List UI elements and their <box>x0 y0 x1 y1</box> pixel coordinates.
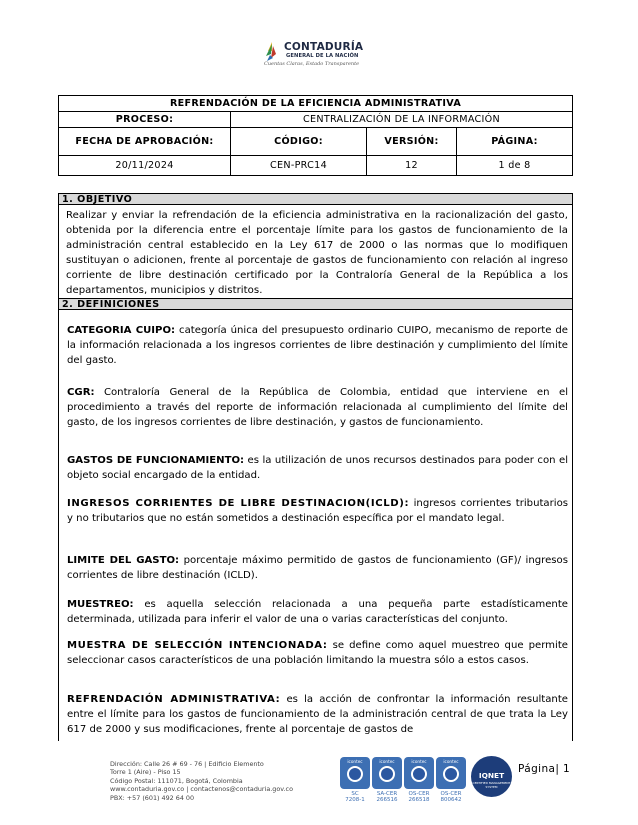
definition-text: porcentaje máximo permitido de gastos de funcionamiento (GF)/ ingresos corrientes de libre destinación (ICLD). <box>67 555 568 581</box>
icontec-cert-badge: icontec <box>436 757 466 789</box>
process-label: PROCESO: <box>59 112 231 128</box>
definition-item <box>67 692 568 737</box>
cert-code: OS-CER 800642 <box>440 791 462 803</box>
page-number: Página| 1 <box>518 763 571 775</box>
cgn-emblem-icon <box>262 40 284 62</box>
footer-contact <box>110 760 293 802</box>
definition-term: CGR: <box>67 387 95 398</box>
cert-seal-icon <box>443 766 459 782</box>
version-value: 12 <box>367 156 457 176</box>
cert-seal-icon <box>411 766 427 782</box>
cert-code: OS-CER 266518 <box>408 791 430 803</box>
code-value: CEN-PRC14 <box>231 156 367 176</box>
document-header-table <box>58 95 573 176</box>
iqnet-label: IQNET <box>478 771 505 780</box>
definition-item <box>67 638 568 668</box>
definition-item <box>67 385 568 430</box>
code-label: CÓDIGO: <box>231 128 367 156</box>
definition-term: REFRENDACIÓN ADMINISTRATIVA: <box>67 694 281 705</box>
iqnet-badge <box>471 756 512 797</box>
logo-tagline: Cuentas Claras, Estado Transparente <box>264 61 360 67</box>
definition-text: es la utilización de unos recursos destinados para poder con el objeto social encargado de la entidad. <box>67 455 568 481</box>
logo <box>262 40 372 70</box>
cert-seal-icon <box>379 766 395 782</box>
definition-item <box>67 553 568 583</box>
footer-address: Dirección: Calle 26 # 69 - 76 | Edificio Elemento <box>110 760 264 768</box>
icontec-cert-badge: icontec <box>372 757 402 789</box>
definition-text: ingresos corrientes tributarios y no tributarios que no están sometidos a destinación específica por el mandato legal. <box>67 498 568 524</box>
definition-term: MUESTREO: <box>67 599 134 610</box>
footer-phone: PBX: +57 (601) 492 64 00 <box>110 793 195 802</box>
page-value: 1 de 8 <box>457 156 573 176</box>
icontec-cert-badge: icontec <box>340 757 370 789</box>
definition-text: se define como aquel muestreo que permite seleccionar casos característicos de una población limitando la muestra sólo a estos casos. <box>67 640 568 666</box>
approval-date-label: FECHA DE APROBACIÓN: <box>59 128 231 156</box>
logo-name: CONTADURÍA <box>284 41 364 53</box>
definition-item <box>67 323 568 368</box>
definition-text: categoría única del presupuesto ordinario CUIPO, mecanismo de reporte de la información relacionada a los ingresos corrientes de libre destinación y cumplimiento del límite del gasto. <box>67 325 568 366</box>
footer-postal: Código Postal: 111071, Bogotá, Colombia <box>110 776 243 785</box>
definition-term: CATEGORIA CUIPO: <box>67 325 176 336</box>
definition-term: LIMITE DEL GASTO: <box>67 555 180 566</box>
cert-code: SA-CER 266516 <box>376 791 398 803</box>
definition-text: es la acción de confrontar la información resultante entre el límite para los gastos de funcionamiento de la administración central de que trata la Ley 617 de 2000 y sus modificaciones, frente al porcentaje de gastos de <box>67 694 568 735</box>
icontec-cert-badge: icontec <box>404 757 434 789</box>
process-value: CENTRALIZACIÓN DE LA INFORMACIÓN <box>231 112 573 128</box>
cert-code: SC 7208-1 <box>345 791 365 803</box>
footer-tower: Torre 1 (Aire) - Piso 15 <box>110 768 181 777</box>
objective-text: Realizar y enviar la refrendación de la eficiencia administrativa en la racionalización del gasto, obtenida por la diferencia entre el porcentaje límite para los gastos de funcionamiento de la administración central establecido en la Ley 617 de 2000 o las normas que lo modifiquen sustituyan o adicionen, frente al porcentaje de gastos de funcionamiento con relación al ingreso corriente de libre destinación certificado por la Contraloría General de la República a los departamentos, municipios y distritos. <box>66 210 568 296</box>
definition-item <box>67 597 568 627</box>
iqnet-sub: CERTIFIED MANAGEMENT SYSTEM <box>472 781 511 789</box>
objective-heading: 1. OBJETIVO <box>58 193 573 205</box>
logo-subname: GENERAL DE LA NACIÓN <box>286 53 359 59</box>
definition-text: Contraloría General de la República de Colombia, entidad que interviene en el procedimiento a través del reporte de información relacionada al cumplimiento del límite del gasto, de los ingresos corrientes de libre destinación, y gastos de funcionamiento. <box>67 387 568 428</box>
version-label: VERSIÓN: <box>367 128 457 156</box>
definitions-heading: 2. DEFINICIONES <box>58 298 573 310</box>
footer-web[interactable]: www.contaduria.gov.co | contactenos@contaduria.gov.co <box>110 785 293 794</box>
definition-text: es aquella selección relacionada a una pequeña parte estadísticamente determinada, utilizada para inferir el valor de una o varias características del conjunto. <box>67 599 568 625</box>
document-title: REFRENDACIÓN DE LA EFICIENCIA ADMINISTRATIVA <box>59 96 573 112</box>
definition-item <box>67 453 568 483</box>
definition-term: INGRESOS CORRIENTES DE LIBRE DESTINACION(ICLD): <box>67 498 410 509</box>
cert-seal-icon <box>347 766 363 782</box>
definition-term: MUESTRA DE SELECCIÓN INTENCIONADA: <box>67 640 328 651</box>
definition-item <box>67 496 568 526</box>
page-label: PÁGINA: <box>457 128 573 156</box>
definition-term: GASTOS DE FUNCIONAMIENTO: <box>67 455 245 466</box>
approval-date-value: 20/11/2024 <box>59 156 231 176</box>
